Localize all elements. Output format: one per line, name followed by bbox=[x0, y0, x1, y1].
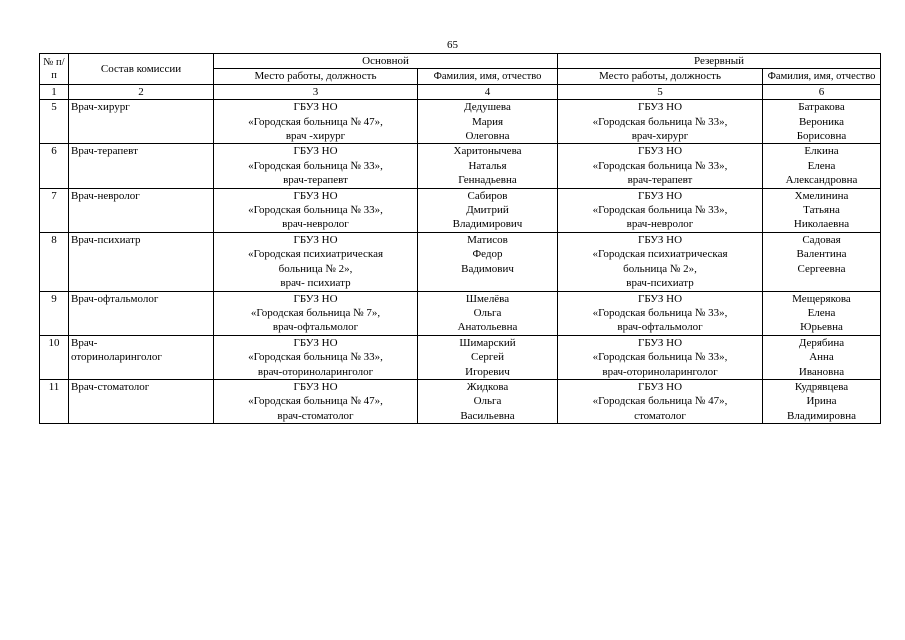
cell-line: врач-офтальмолог bbox=[272, 321, 359, 334]
reserve-fio bbox=[763, 335, 881, 379]
cell-line: больница № 2», bbox=[623, 262, 697, 275]
reserve-workplace bbox=[558, 379, 763, 423]
cell-line: Татьяна bbox=[803, 204, 840, 217]
cell-line: Кудрявцева bbox=[794, 380, 849, 393]
reserve-workplace bbox=[558, 144, 763, 188]
reserve-fio bbox=[763, 188, 881, 232]
row-number: 11 bbox=[40, 379, 69, 423]
reserve-workplace bbox=[558, 291, 763, 335]
header-reserve: Резервный bbox=[558, 54, 881, 69]
table-row bbox=[40, 144, 881, 188]
cell-line: «Городская больница № 33», bbox=[592, 159, 728, 172]
col-number: 1 bbox=[40, 84, 69, 99]
reserve-fio bbox=[763, 291, 881, 335]
cell-line: Ивановна bbox=[798, 365, 845, 378]
table-row bbox=[40, 379, 881, 423]
cell-line: ГБУЗ НО bbox=[293, 336, 338, 349]
reserve-workplace bbox=[558, 188, 763, 232]
row-number: 6 bbox=[40, 144, 69, 188]
cell-line: врач-оториноларинголог bbox=[602, 365, 718, 378]
cell-line: Матисов bbox=[467, 233, 508, 246]
cell-line: Борисовна bbox=[796, 130, 847, 143]
cell-line: Садовая bbox=[802, 233, 841, 246]
cell-line: ГБУЗ НО bbox=[293, 145, 338, 158]
cell-line: врач- психиатр bbox=[280, 277, 351, 290]
cell-line: ГБУЗ НО bbox=[637, 292, 683, 305]
row-number: 5 bbox=[40, 100, 69, 144]
main-fio bbox=[418, 100, 558, 144]
cell-line: Жидкова bbox=[466, 380, 509, 393]
cell-line: «Городская больница № 7», bbox=[250, 306, 381, 319]
cell-line: «Городская больница № 33», bbox=[592, 306, 728, 319]
cell-line: ГБУЗ НО bbox=[293, 189, 338, 202]
row-number: 8 bbox=[40, 232, 69, 291]
cell-line: Дерябина bbox=[798, 336, 845, 349]
cell-line: врач-психиатр bbox=[626, 277, 694, 290]
cell-line: ГБУЗ НО bbox=[293, 292, 338, 305]
cell-line: «Городская больница № 33», bbox=[248, 351, 383, 364]
col-number: 5 bbox=[558, 84, 763, 99]
reserve-fio bbox=[763, 100, 881, 144]
main-workplace bbox=[214, 232, 418, 291]
column-number-row bbox=[40, 84, 881, 99]
cell-line: ГБУЗ НО bbox=[637, 380, 683, 393]
main-fio bbox=[418, 188, 558, 232]
col-number: 4 bbox=[418, 84, 558, 99]
main-workplace bbox=[214, 291, 418, 335]
cell-line: больница № 2», bbox=[278, 262, 353, 275]
cell-line: врач-невролог bbox=[626, 218, 694, 231]
table-row bbox=[40, 232, 881, 291]
cell-line: Федор bbox=[472, 248, 503, 261]
commission-role: Врач-терапевт bbox=[69, 144, 214, 188]
cell-line: врач-терапевт bbox=[627, 174, 693, 187]
cell-line: Шмелёва bbox=[465, 292, 510, 305]
table-row bbox=[40, 188, 881, 232]
cell-line: Батракова bbox=[798, 101, 845, 114]
cell-line: Олеговна bbox=[465, 130, 510, 143]
main-fio bbox=[418, 379, 558, 423]
cell-line: ГБУЗ НО bbox=[293, 101, 338, 114]
main-fio bbox=[418, 335, 558, 379]
table-row bbox=[40, 335, 881, 379]
header-main: Основной bbox=[214, 54, 558, 69]
cell-line: Хмелинина bbox=[794, 189, 849, 202]
header-main-workplace: Место работы, должность bbox=[214, 69, 418, 84]
table-row bbox=[40, 291, 881, 335]
commission-role: Врач-хирург bbox=[69, 100, 214, 144]
cell-line: «Городская больница № 33», bbox=[592, 204, 728, 217]
reserve-fio bbox=[763, 144, 881, 188]
cell-line: Дмитрий bbox=[466, 204, 509, 217]
cell-line: ГБУЗ НО bbox=[637, 101, 683, 114]
row-number: 9 bbox=[40, 291, 69, 335]
cell-line: Ольга bbox=[473, 395, 502, 408]
cell-line: Вадимович bbox=[461, 262, 514, 275]
cell-line: ГБУЗ НО bbox=[293, 233, 338, 246]
cell-line: Александровна bbox=[785, 174, 858, 187]
cell-line: Елена bbox=[807, 306, 836, 319]
header-reserve-workplace: Место работы, должность bbox=[558, 69, 763, 84]
col-number: 6 bbox=[763, 84, 881, 99]
cell-line: Ирина bbox=[806, 395, 837, 408]
commission-role bbox=[69, 335, 214, 379]
cell-line: Дедушева bbox=[464, 101, 511, 114]
cell-line: «Городская психиатрическая bbox=[247, 248, 384, 261]
cell-line: «Городская больница № 33», bbox=[592, 115, 728, 128]
cell-line: врач -хирург bbox=[285, 130, 346, 143]
cell-line: Васильевна bbox=[460, 409, 515, 422]
cell-line: Ольга bbox=[473, 306, 502, 319]
cell-line: Наталья bbox=[468, 159, 507, 172]
cell-line: Елена bbox=[807, 159, 836, 172]
row-number: 10 bbox=[40, 335, 69, 379]
cell-line: «Городская психиатрическая bbox=[592, 248, 728, 261]
cell-line: врач-невролог bbox=[282, 218, 349, 231]
cell-line: стоматолог bbox=[634, 409, 686, 422]
cell-line: «Городская больница № 47», bbox=[248, 115, 383, 128]
col-number: 2 bbox=[69, 84, 214, 99]
cell-line: «Городская больница № 47», bbox=[592, 395, 728, 408]
main-workplace bbox=[214, 379, 418, 423]
cell-line: Харитонычева bbox=[453, 145, 522, 158]
table-body bbox=[40, 100, 881, 424]
main-workplace bbox=[214, 188, 418, 232]
cell-line: врач-стоматолог bbox=[277, 409, 354, 422]
cell-line: Сергей bbox=[471, 351, 504, 364]
header-reserve-fio: Фамилия, имя, отчество bbox=[763, 69, 881, 84]
commission-role: Врач-стоматолог bbox=[69, 379, 214, 423]
cell-line: врач-офтальмолог bbox=[617, 321, 703, 334]
table-header bbox=[40, 54, 881, 100]
cell-line: ГБУЗ НО bbox=[637, 233, 683, 246]
main-fio bbox=[418, 144, 558, 188]
cell-line: Николаевна bbox=[793, 218, 850, 231]
reserve-fio bbox=[763, 379, 881, 423]
cell-line: врач-оториноларинголог bbox=[257, 365, 374, 378]
commission-role: Врач-психиатр bbox=[69, 232, 214, 291]
cell-line: врач-терапевт bbox=[283, 174, 348, 187]
main-workplace bbox=[214, 100, 418, 144]
cell-line: ГБУЗ НО bbox=[637, 189, 683, 202]
page-number: 65 bbox=[447, 39, 458, 51]
cell-line: Елкина bbox=[804, 145, 839, 158]
cell-line: «Городская больница № 47», bbox=[248, 395, 383, 408]
cell-line: оториноларинголог bbox=[71, 351, 162, 364]
main-workplace bbox=[214, 335, 418, 379]
cell-line: Анна bbox=[809, 351, 834, 364]
cell-line: Врач- bbox=[71, 336, 98, 349]
cell-line: Владимировна bbox=[787, 409, 857, 422]
cell-line: Мещерякова bbox=[792, 292, 851, 305]
main-workplace bbox=[214, 144, 418, 188]
cell-line: Сергеевна bbox=[797, 262, 846, 275]
header-main-fio: Фамилия, имя, отчество bbox=[418, 69, 558, 84]
cell-line: ГБУЗ НО bbox=[637, 145, 683, 158]
reserve-workplace bbox=[558, 335, 763, 379]
cell-line: Сабиров bbox=[467, 189, 508, 202]
cell-line: врач-хирург bbox=[631, 130, 689, 143]
cell-line: Геннадьевна bbox=[458, 174, 517, 187]
col-number: 3 bbox=[214, 84, 418, 99]
cell-line: Валентина bbox=[796, 248, 847, 261]
main-fio bbox=[418, 291, 558, 335]
cell-line: Анатольевна bbox=[457, 321, 518, 334]
cell-line: «Городская больница № 33», bbox=[248, 204, 383, 217]
cell-line: Мария bbox=[471, 115, 504, 128]
cell-line: Игоревич bbox=[465, 365, 510, 378]
reserve-workplace bbox=[558, 232, 763, 291]
cell-line: «Городская больница № 33», bbox=[592, 351, 728, 364]
reserve-fio bbox=[763, 232, 881, 291]
commission-role: Врач-невролог bbox=[69, 188, 214, 232]
cell-line: ГБУЗ НО bbox=[293, 380, 338, 393]
reserve-workplace bbox=[558, 100, 763, 144]
cell-line: ГБУЗ НО bbox=[637, 336, 683, 349]
cell-line: Вероника bbox=[798, 115, 845, 128]
commission-role: Врач-офтальмолог bbox=[69, 291, 214, 335]
header-num: № п/п bbox=[40, 54, 69, 85]
cell-line: Шимарский bbox=[459, 336, 516, 349]
row-number: 7 bbox=[40, 188, 69, 232]
main-fio bbox=[418, 232, 558, 291]
table-row bbox=[40, 100, 881, 144]
cell-line: Юрьевна bbox=[800, 321, 843, 334]
cell-line: Владимирович bbox=[452, 218, 523, 231]
commission-table bbox=[39, 53, 881, 424]
header-composition: Состав комиссии bbox=[69, 54, 214, 85]
cell-line: «Городская больница № 33», bbox=[248, 159, 383, 172]
